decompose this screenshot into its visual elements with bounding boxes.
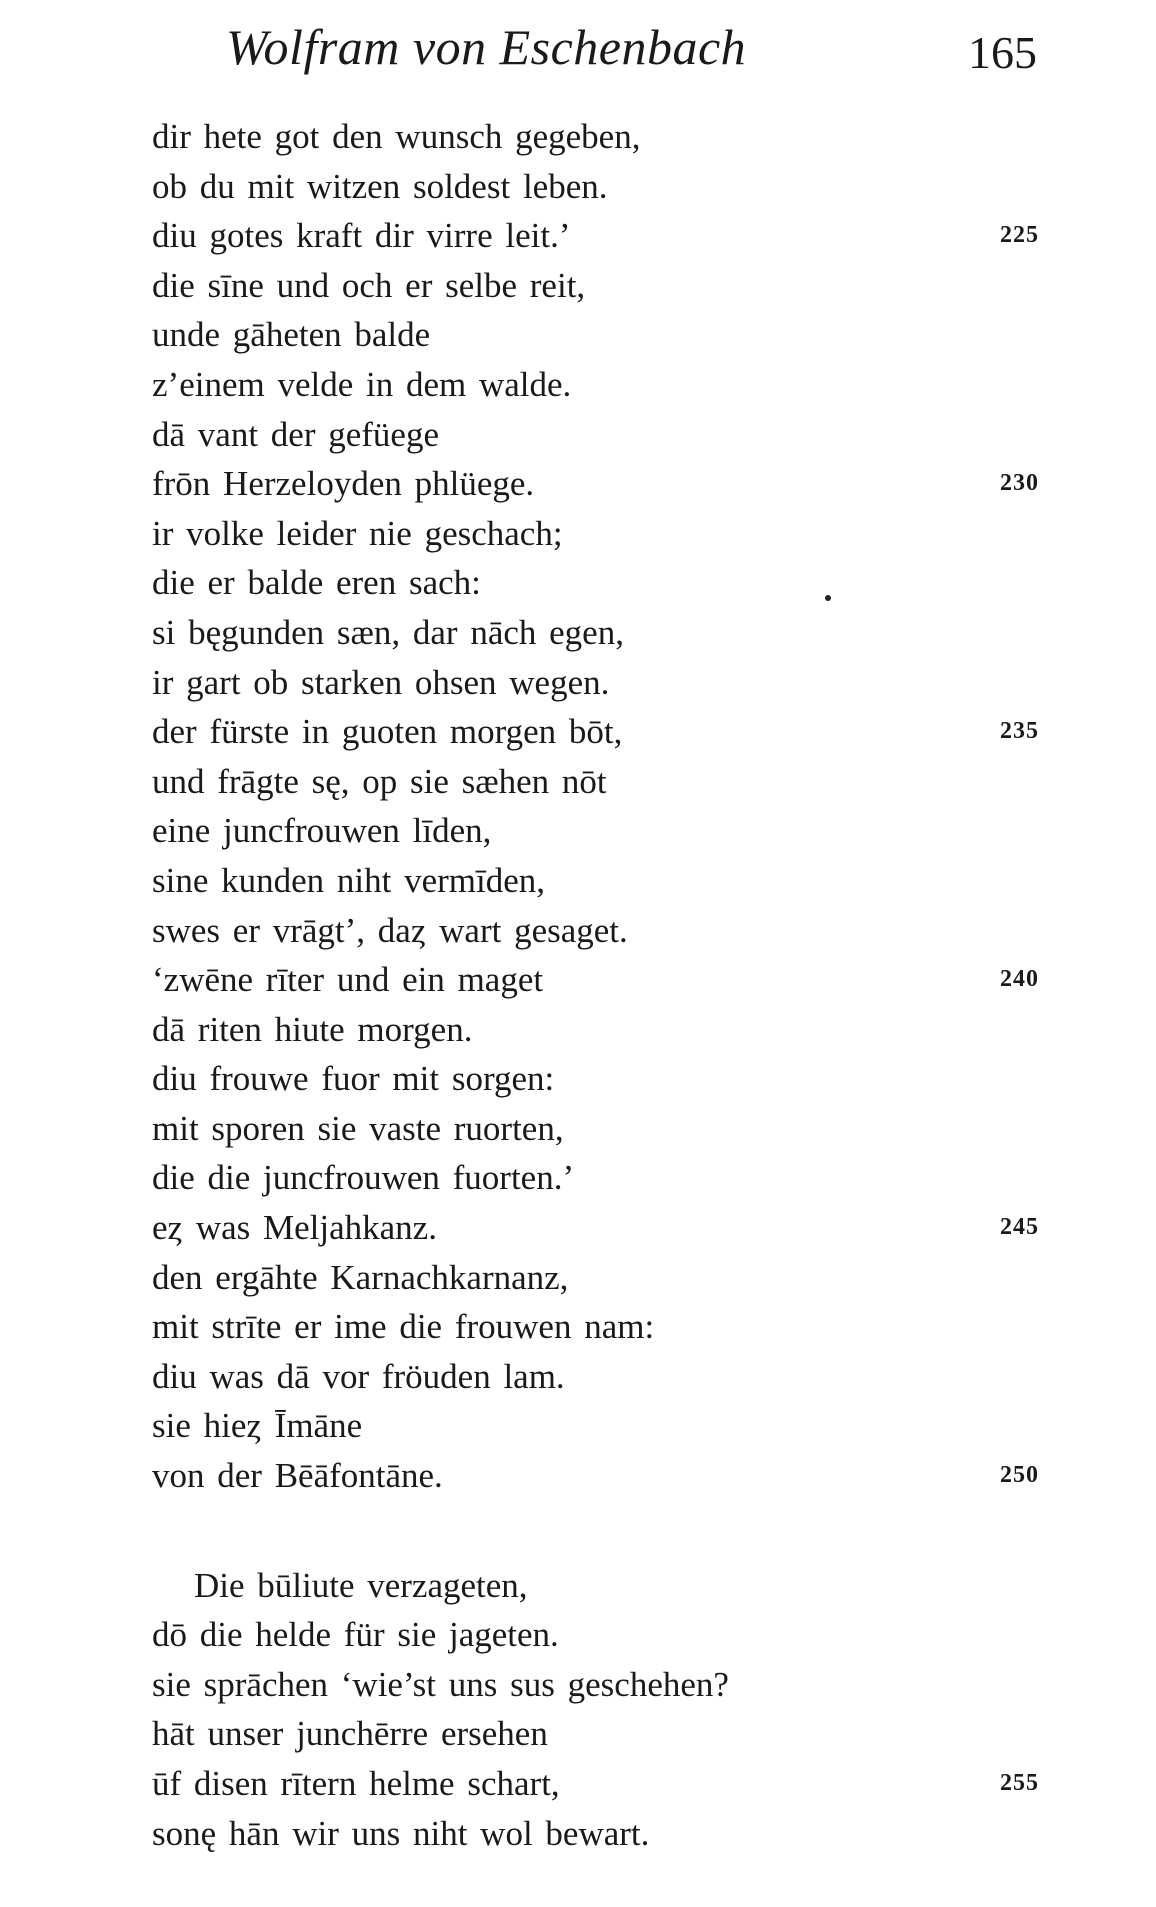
verse-line bbox=[152, 1709, 1052, 1759]
verse-text: swes er vrāgt’, daȥ wart gesaget. bbox=[152, 910, 628, 950]
verse-text: z’einem velde in dem walde. bbox=[152, 364, 572, 404]
verse-text: diu frouwe fuor mit sorgen: bbox=[152, 1059, 555, 1099]
verse-line bbox=[152, 310, 1052, 360]
verse-text: ob du mit witzen soldest leben. bbox=[152, 166, 608, 206]
verse-line bbox=[152, 1660, 1052, 1710]
verse-line bbox=[152, 608, 1052, 658]
line-number: 235 bbox=[1000, 718, 1039, 745]
verse-text: sine kunden niht vermīden, bbox=[152, 860, 546, 900]
verse-text: eȥ was Meljahkanz. bbox=[152, 1208, 437, 1248]
verse-line bbox=[152, 1253, 1052, 1303]
page-number: 165 bbox=[968, 27, 1037, 78]
verse-text: sie hieȥ Īmāne bbox=[152, 1406, 363, 1446]
verse-line bbox=[152, 658, 1052, 708]
verse-text: diu gotes kraft dir virre leit.’ bbox=[152, 216, 571, 256]
verse-line bbox=[152, 1451, 1052, 1501]
verse-line bbox=[152, 1054, 1052, 1104]
verse-text: ‘zwēne rīter und ein maget bbox=[152, 960, 544, 1000]
verse-text: hāt unser junchērre ersehen bbox=[152, 1714, 548, 1754]
verse-text: dā riten hiute morgen. bbox=[152, 1009, 473, 1049]
verse-line bbox=[152, 1809, 1052, 1859]
verse-text: sonę hān wir uns niht wol bewart. bbox=[152, 1813, 650, 1853]
verse-line bbox=[152, 757, 1052, 807]
line-number: 225 bbox=[1000, 222, 1039, 249]
verse-text: ir volke leider nie geschach; bbox=[152, 513, 563, 553]
running-title: Wolfram von Eschenbach bbox=[226, 19, 747, 75]
verse-line bbox=[152, 459, 1052, 509]
verse-line bbox=[152, 955, 1052, 1005]
verse-line bbox=[152, 211, 1052, 261]
verse-text: und frāgte sę, op sie sæhen nōt bbox=[152, 761, 607, 801]
verse-text: eine juncfrouwen līden, bbox=[152, 811, 492, 851]
verse-line bbox=[152, 1759, 1052, 1809]
verse-text: den ergāhte Karnachkarnanz, bbox=[152, 1257, 569, 1297]
verse-text: ūf disen rītern helme schart, bbox=[152, 1764, 560, 1803]
page-header bbox=[0, 14, 1156, 94]
verse-text: dā vant der gefüege bbox=[152, 414, 439, 454]
verse-text: dir hete got den wunsch gegeben, bbox=[152, 117, 641, 156]
verse-line bbox=[152, 1005, 1052, 1055]
verse-text: diu was dā vor fröuden lam. bbox=[152, 1356, 565, 1396]
ink-speck bbox=[825, 595, 831, 601]
verse-line bbox=[152, 1302, 1052, 1352]
poem-body bbox=[152, 112, 1052, 1858]
verse-text: dō die helde für sie jageten. bbox=[152, 1615, 559, 1655]
verse-line bbox=[152, 1352, 1052, 1402]
verse-line bbox=[152, 1561, 1052, 1611]
line-number: 240 bbox=[1000, 966, 1039, 993]
verse-line bbox=[152, 806, 1052, 856]
line-number: 250 bbox=[1000, 1462, 1039, 1489]
verse-text: unde gāheten balde bbox=[152, 315, 431, 355]
line-number: 255 bbox=[1000, 1770, 1039, 1796]
verse-text: mit sporen sie vaste ruorten, bbox=[152, 1108, 564, 1148]
verse-text: sie sprāchen ‘wie’st uns sus geschehen? bbox=[152, 1664, 729, 1704]
verse-line bbox=[152, 856, 1052, 906]
verse-line bbox=[152, 360, 1052, 410]
verse-line bbox=[152, 707, 1052, 757]
verse-text: Die būliute verzageten, bbox=[194, 1565, 528, 1605]
line-number: 230 bbox=[1000, 470, 1039, 497]
verse-text: mit strīte er ime die frouwen nam: bbox=[152, 1307, 655, 1347]
verse-line bbox=[152, 261, 1052, 311]
verse-line bbox=[152, 162, 1052, 212]
verse-line bbox=[152, 1153, 1052, 1203]
verse-line bbox=[152, 112, 1052, 162]
verse-line bbox=[152, 1104, 1052, 1154]
verse-text: der fürste in guoten morgen bōt, bbox=[152, 712, 623, 752]
verse-line bbox=[152, 1610, 1052, 1660]
stanza-break bbox=[152, 1501, 1052, 1561]
verse-text: ir gart ob starken ohsen wegen. bbox=[152, 662, 610, 702]
verse-text: die sīne und och er selbe reit, bbox=[152, 265, 586, 305]
verse-line bbox=[152, 558, 1052, 608]
line-number: 245 bbox=[1000, 1214, 1039, 1241]
verse-line bbox=[152, 410, 1052, 460]
verse-line bbox=[152, 509, 1052, 559]
verse-text: frōn Herzeloyden phlüege. bbox=[152, 464, 535, 504]
verse-text: die er balde eren sach: bbox=[152, 563, 481, 603]
verse-line bbox=[152, 906, 1052, 956]
verse-text: die die juncfrouwen fuorten.’ bbox=[152, 1158, 575, 1198]
verse-text: si bęgunden sæn, dar nāch egen, bbox=[152, 612, 624, 652]
verse-text: von der Bēāfontāne. bbox=[152, 1456, 443, 1496]
verse-line bbox=[152, 1203, 1052, 1253]
verse-line bbox=[152, 1401, 1052, 1451]
